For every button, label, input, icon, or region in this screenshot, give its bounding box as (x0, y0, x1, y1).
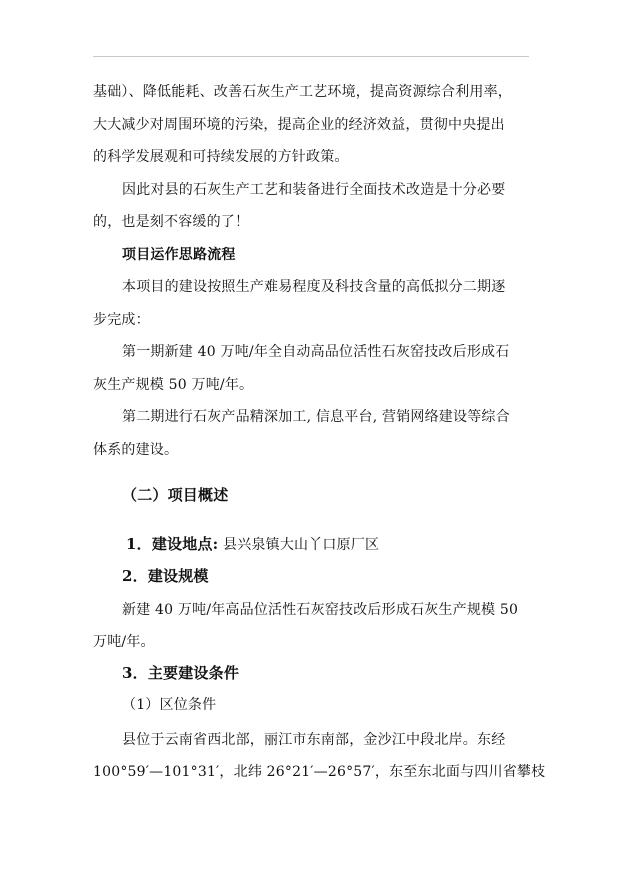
body-line: 县位于云南省西北部，丽江市东南部，金沙江中段北岸。东经 (122, 732, 506, 748)
item-location-value: 县兴泉镇大山丫口原厂区 (218, 537, 380, 553)
body-line: 本项目的建设按照生产难易程度及科技含量的高低拟分二期逐 (122, 279, 506, 295)
body-line: 新建 40 万吨/年高品位活性石灰窑技改后形成石灰生产规模 50 (122, 602, 519, 618)
item-location-label: 1．建设地点: (126, 535, 219, 553)
body-line: 100°59′—101°31′，北纬 26°21′—26°57′，东至东北面与四川省攀枝 (93, 764, 546, 780)
body-line: 灰生产规模 50 万吨/年。 (93, 377, 254, 393)
body-line: 的，也是刻不容缓的了！ (93, 214, 250, 230)
item-scale-title: 2．建设规模 (122, 567, 209, 585)
section-title: （二）项目概述 (122, 486, 229, 504)
body-line: 体系的建设。 (93, 442, 179, 458)
body-line: 基础）、降低能耗、改善石灰生产工艺环境，提高资源综合利用率， (93, 84, 512, 100)
body-line: 的科学发展观和可持续发展的方针政策。 (93, 149, 349, 165)
body-line: 步完成： (93, 312, 150, 328)
item-location (126, 534, 379, 555)
body-line: 因此对县的石灰生产工艺和装备进行全面技术改造是十分必要 (122, 182, 506, 198)
body-line: 第二期进行石灰产品精深加工, 信息平台, 营销网络建设等综合 (122, 409, 510, 425)
body-line: 万吨/年。 (93, 634, 155, 650)
item-conditions-title: 3．主要建设条件 (122, 664, 240, 682)
subheading-process: 项目运作思路流程 (122, 247, 236, 263)
body-line: 大大减少对周围环境的污染，提高企业的经济效益，贯彻中央提出 (93, 117, 505, 133)
header-rule (93, 56, 529, 57)
sub-title-location: （1）区位条件 (122, 697, 217, 713)
body-line: 第一期新建 40 万吨/年全自动高品位活性石灰窑技改后形成石 (122, 344, 510, 360)
